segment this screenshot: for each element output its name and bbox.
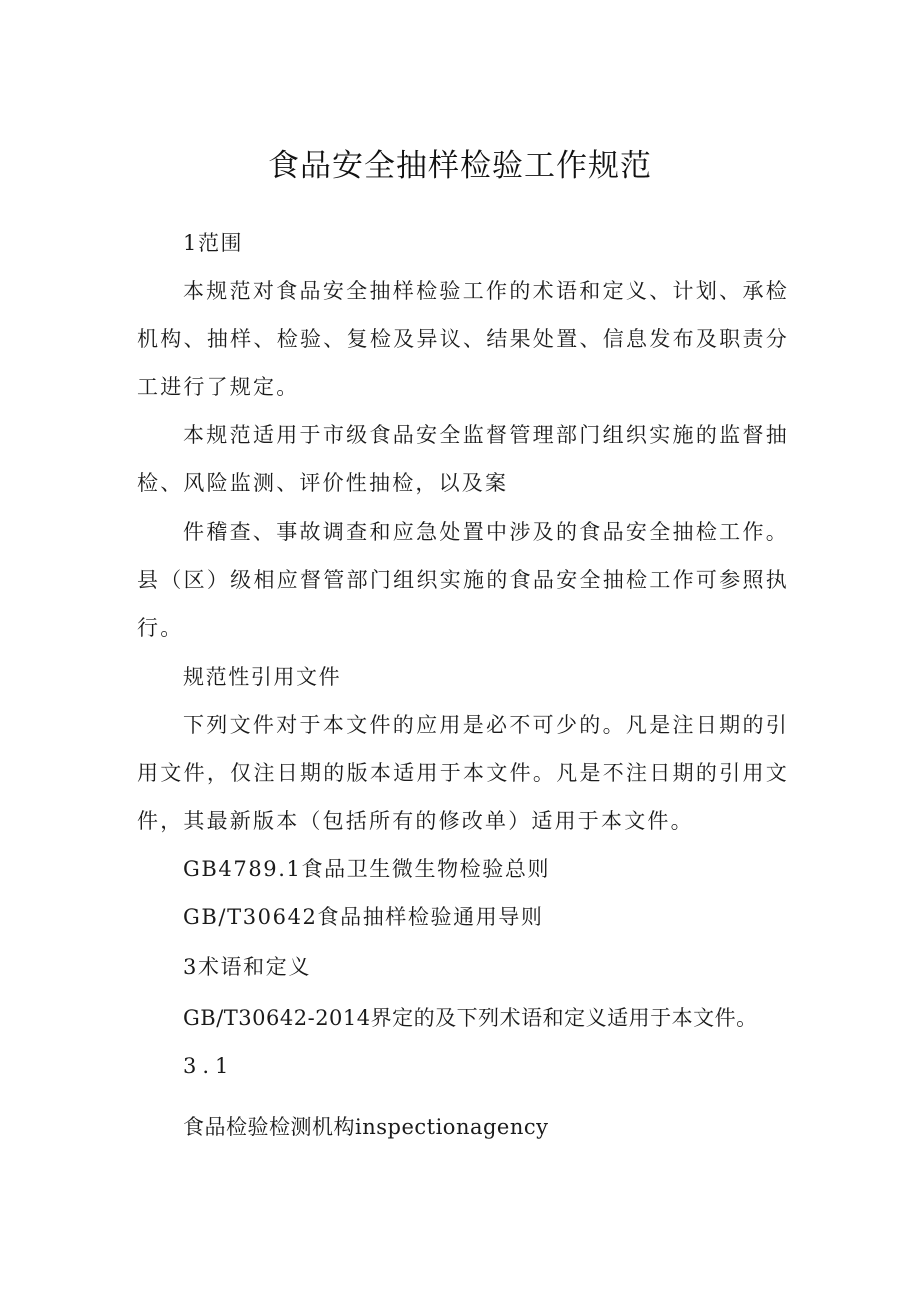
section-1-paragraph-3: 件稽查、事故调查和应急处置中涉及的食品安全抽检工作。县（区）级相应督管部门组织实施的食品安全抽检工作可参照执行。 [137, 520, 789, 640]
section-3-1-term: 食品检验检测机构inspectionagency [183, 1115, 549, 1139]
section-3-1-number: 3.1 [183, 1054, 235, 1078]
section-2-heading: 规范性引用文件 [183, 665, 342, 689]
section-3-heading: 3术语和定义 [183, 955, 311, 979]
document-title: 食品安全抽样检验工作规范 [268, 148, 652, 184]
reference-gb4789: GB4789.1食品卫生微生物检验总则 [183, 857, 551, 881]
section-3-paragraph-1: GB/T30642-2014界定的及下列术语和定义适用于本文件。 [183, 1006, 758, 1030]
section-1-heading: 1范围 [183, 231, 244, 255]
section-2-paragraph-1: 下列文件对于本文件的应用是必不可少的。凡是注日期的引用文件，仅注日期的版本适用于本文件。凡是不注日期的引用文件，其最新版本（包括所有的修改单）适用于本文件。 [137, 713, 789, 833]
section-1-paragraph-2: 本规范适用于市级食品安全监督管理部门组织实施的监督抽检、风险监测、评价性抽检，以及案 [137, 423, 789, 495]
section-1-paragraph-1: 本规范对食品安全抽样检验工作的术语和定义、计划、承检机构、抽样、检验、复检及异议、结果处置、信息发布及职责分工进行了规定。 [137, 279, 789, 399]
reference-gbt30642: GB/T30642食品抽样检验通用导则 [183, 905, 544, 929]
